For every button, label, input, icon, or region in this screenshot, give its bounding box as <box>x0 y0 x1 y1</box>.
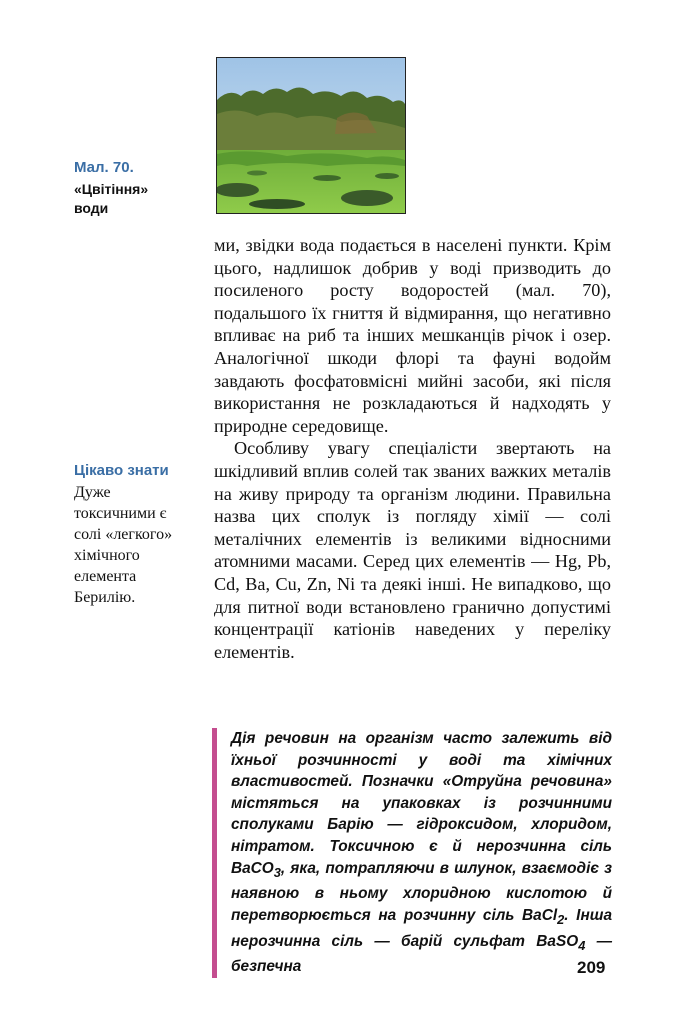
paragraph-2: Особливу увагу спеціалісти звертають на шкідливий вплив солей так званих важких металів на живу природу та організм людини. Правильна назва цих сполук із погляду хімії — солі металічних елементів із великими відносними атомними масами. Серед цих елементів — Hg, Pb, Cd, Ba, Cu, Zn, Ni та деякі інші. Не випадково, що для питної води встановлено гранично допустимі концентрації катіонів наведених у переліку елементів. <box>214 438 611 662</box>
lake-algae-bloom-photo <box>216 57 406 214</box>
highlight-part-3: . Інша нерозчинна сіль — барій сульфат BaSO <box>231 906 612 950</box>
sidenote-text: Дуже токсичними є солі «легкого» хімічного елемента Берилію. <box>74 484 173 606</box>
highlight-text <box>231 728 612 978</box>
figure-caption <box>74 158 174 218</box>
highlight-part-2: , яка, потрапляючи в шлунок, взаємодіє з наявною в ньому хлоридною кислотою й перетворюється на розчинну сіль BaCl <box>231 859 612 924</box>
page-number: 209 <box>577 958 606 977</box>
highlight-part-1: Дія речовин на організм часто залежить від їхньої розчинності у воді та хімічних властивостей. Позначки «Отруйна речовина» містяться на упаковках із розчинними сполуками Барію — гідроксидом, хлоридом, нітратом. Токсичною є й нерозчинна сіль BaCO <box>231 730 612 877</box>
sidenote-title: Цікаво знати <box>74 462 169 479</box>
main-text <box>214 234 611 663</box>
subscript-2: 2 <box>557 911 565 927</box>
figure-caption-text: «Цвітіння» води <box>74 181 149 216</box>
figure-label: Мал. 70. <box>74 159 134 176</box>
highlight-part-4: — безпечна <box>231 932 612 976</box>
subscript-4: 4 <box>578 937 586 953</box>
sidenote <box>74 460 184 608</box>
highlight-box <box>212 728 612 978</box>
subscript-3: 3 <box>273 864 281 880</box>
paragraph-1: ми, звідки вода подається в населені пункти. Крім цього, надлишок добрив у воді призводить до посиленого росту водоростей (мал. 70), подальшого їх гниття й відмирання, що негативно впливає на риб та інших мешканців річок і озер. Аналогічної шкоди флорі та фауні водойм завдають фосфатовмісні мийні засоби, які після використання не розкладаються й надходять у природне середовище. <box>214 235 611 436</box>
